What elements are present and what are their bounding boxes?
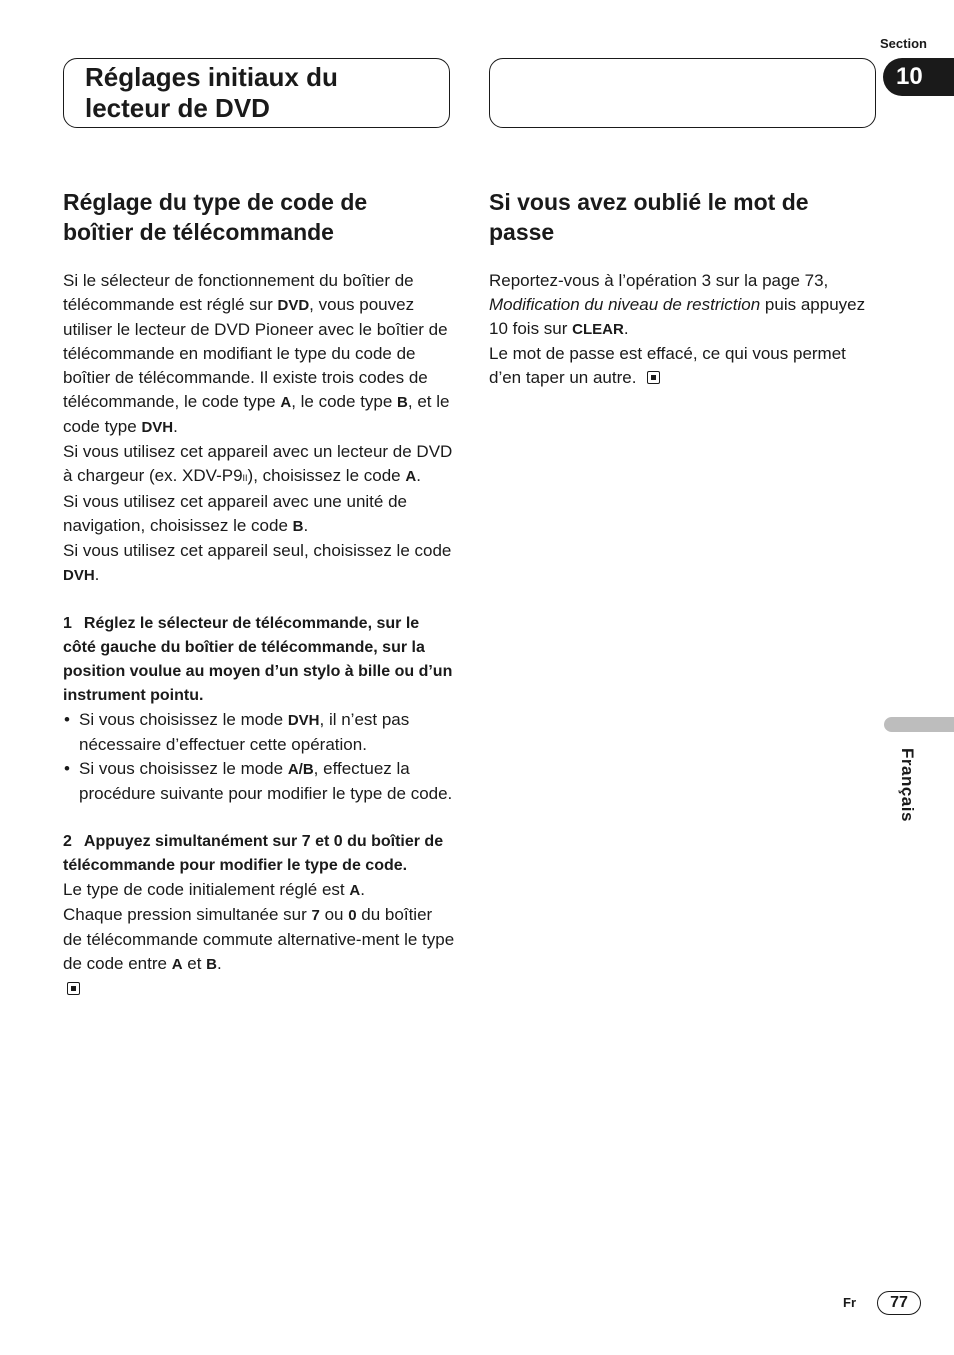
text: Si vous utilisez cet appareil avec une unité de navigation, choisissez le code xyxy=(63,492,407,535)
bold-term: B xyxy=(397,394,408,411)
text: . xyxy=(303,516,309,535)
left-heading-line2: boîtier de télécommande xyxy=(63,219,334,245)
text: Si le sélecteur de fonctionnement du boîtier de télécommande est réglé sur xyxy=(63,271,414,314)
text: Chaque pression simultanée sur xyxy=(63,905,312,924)
language-label: Français xyxy=(898,748,917,822)
step-2 xyxy=(63,830,455,878)
bold-term: DVH xyxy=(287,712,320,729)
text: . xyxy=(217,954,222,973)
step-text: Appuyez simultanément sur 7 et 0 du boîtier de télécommande pour modifier le type de code. xyxy=(63,833,444,874)
text: Si vous utilisez cet appareil avec un lecteur de DVD à chargeur (ex. XDV-P9 xyxy=(63,442,453,485)
paragraph-intro xyxy=(63,269,455,440)
text: , il n’est pas nécessaire d’effectuer cette opération. xyxy=(79,710,410,754)
list-item xyxy=(63,757,455,806)
paragraph-standalone xyxy=(63,539,455,588)
italic-reference: Modification du niveau de restriction xyxy=(489,295,761,314)
text: . xyxy=(623,319,629,338)
text: ou xyxy=(319,905,349,924)
subscript-model: II xyxy=(242,473,248,483)
paragraph-navigation xyxy=(63,490,455,539)
text: ), choisissez le code xyxy=(247,466,406,485)
text: . xyxy=(94,565,100,584)
text: Si vous choisissez le mode xyxy=(79,759,288,778)
end-mark-row xyxy=(63,977,455,1001)
paragraph-password-steps xyxy=(489,269,879,342)
text: , le code type xyxy=(291,392,398,411)
text: Si vous utilisez cet appareil seul, choisissez le code xyxy=(63,541,452,560)
text: , vous pouvez utiliser le lecteur de DVD Pioneer avec le boîtier de télécommande en modifiant le type du code de boîtier de télécommande. Il existe trois codes de télécommande, le code type xyxy=(63,295,448,411)
bold-term: DVH xyxy=(141,419,174,436)
text: Si vous choisissez le mode xyxy=(79,710,288,729)
empty-header-box xyxy=(489,58,876,128)
text: puis appuyez 10 fois sur xyxy=(489,295,866,338)
list-item xyxy=(63,708,455,757)
bold-term: A xyxy=(280,394,292,411)
end-of-section-icon xyxy=(67,982,80,995)
paragraph-toggle xyxy=(63,903,455,977)
bold-term: DVD xyxy=(277,297,310,314)
section-label: Section xyxy=(880,36,927,51)
page-number: 77 xyxy=(877,1291,921,1315)
end-of-section-icon xyxy=(647,371,660,384)
step-text: Réglez le sélecteur de télécommande, sur le côté gauche du boîtier de télécommande, sur la position voulue au moyen d’un stylo à bille ou d’un instrument pointu. xyxy=(63,615,453,704)
right-column xyxy=(489,187,879,390)
bullet-list xyxy=(63,708,455,806)
right-heading-line2: passe xyxy=(489,219,555,245)
bold-term: DVH xyxy=(63,567,95,584)
step-number: 1 xyxy=(63,615,72,632)
text: . xyxy=(360,880,365,899)
chapter-title-box xyxy=(63,58,450,128)
bold-term: 7 xyxy=(311,907,320,924)
text: Le mot de passe est effacé, ce qui vous permet d’en taper un autre. xyxy=(489,344,846,387)
paragraph-changer xyxy=(63,440,455,490)
text: Reportez-vous à l’opération 3 sur la page 73, xyxy=(489,271,829,290)
bold-term: A xyxy=(171,956,183,973)
text: . xyxy=(173,417,178,436)
paragraph-initial-code xyxy=(63,878,455,903)
right-heading xyxy=(489,187,879,247)
footer-language-code: Fr xyxy=(843,1295,856,1310)
language-tab-bar xyxy=(884,717,954,732)
text: , effectuez la procédure suivante pour modifier le type de code. xyxy=(79,759,453,803)
left-heading xyxy=(63,187,455,247)
text: Le type de code initialement réglé est xyxy=(63,880,350,899)
bold-term: A/B xyxy=(287,761,314,778)
text: . xyxy=(416,466,421,485)
bold-term: B xyxy=(206,956,218,973)
bold-term: A xyxy=(349,882,361,899)
text: , et le code type xyxy=(63,392,450,436)
step-number: 2 xyxy=(63,833,72,850)
left-heading-line1: Réglage du type de code de xyxy=(63,189,368,215)
step-1 xyxy=(63,612,455,708)
left-column xyxy=(63,187,455,1001)
bold-term: B xyxy=(292,518,304,535)
text: du boîtier de télécommande commute alternative-ment le type de code entre xyxy=(63,905,455,973)
chapter-title-line2: lecteur de DVD xyxy=(85,93,270,123)
right-heading-line1: Si vous avez oublié le mot de xyxy=(489,189,809,215)
bold-term: A xyxy=(405,468,417,485)
bold-term: 0 xyxy=(348,907,357,924)
bold-term: CLEAR xyxy=(572,321,624,338)
section-number-tab: 10 xyxy=(883,58,954,96)
text: et xyxy=(182,954,207,973)
chapter-title-line1: Réglages initiaux du xyxy=(85,62,338,92)
paragraph-password-cleared xyxy=(489,342,879,390)
